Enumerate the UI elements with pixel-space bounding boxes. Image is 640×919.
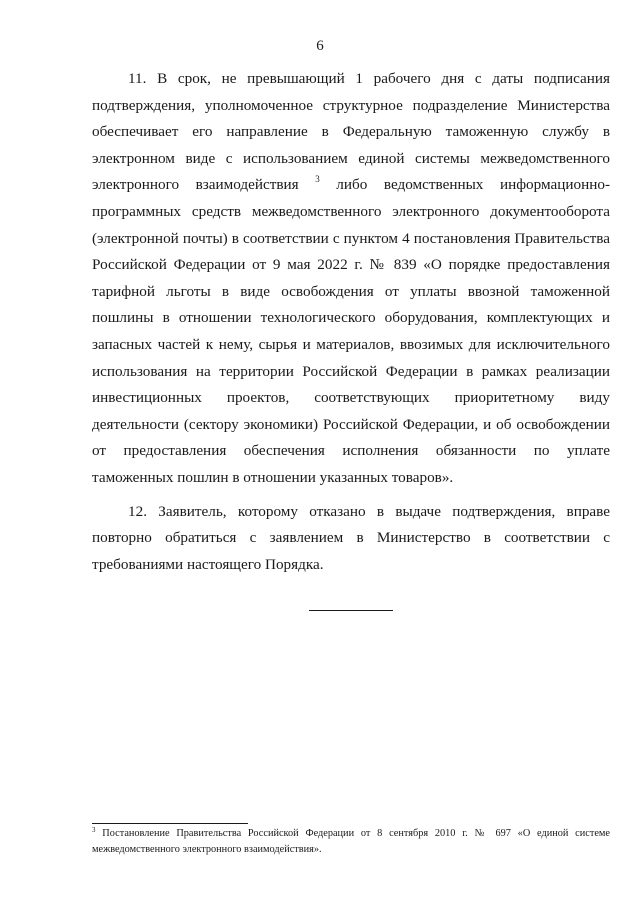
paragraph-11-text-after-ref: либо ведомственных информационно-программных средств межведомственного электронного документооборота (электронной почты) в соответствии с пунктом 4 постановления Правительства Российской Федерации от 9 мая 2022 г. № 839 «О порядке предоставления тарифной льготы в виде освобождения от уплаты ввозной таможенной пошлины в отношении технологического оборудования, комплектующих и запасных частей к нему, сырья и материалов, ввозимых для исключительного использования на территории Российской Федерации в рамках реализации инвестиционных проектов, соответствующих приоритетному виду деятельности (сектору экономики) Российской Федерации, и об освобождении от предоставления обеспечения исполнения обязанности по уплате таможенных пошлин в отношении указанных товаров». xyxy=(92,176,610,486)
footnote-number: 3 xyxy=(92,826,96,834)
footnote-text: Постановление Правительства Российской Федерации от 8 сентября 2010 г. № 697 «О единой системе межведомственного электронного взаимодействия». xyxy=(92,828,610,855)
document-body xyxy=(92,66,610,578)
footnote xyxy=(92,826,610,858)
page-number: 6 xyxy=(316,38,324,54)
paragraph-11 xyxy=(92,66,610,492)
footnote-separator xyxy=(92,823,248,824)
footnote-reference: 3 xyxy=(315,174,320,185)
section-end-rule xyxy=(309,610,393,611)
paragraph-11-text-before-ref: 11. В срок, не превышающий 1 рабочего дня с даты подписания подтверждения, уполномоченное структурное подразделение Министерства обеспечивает его направление в Федеральную таможенную службу в электронном виде с использованием единой системы межведомственного электронного взаимодействия xyxy=(92,70,610,194)
paragraph-12: 12. Заявитель, которому отказано в выдаче подтверждения, вправе повторно обратиться с заявлением в Министерство в соответствии с требованиями настоящего Порядка. xyxy=(92,502,610,573)
